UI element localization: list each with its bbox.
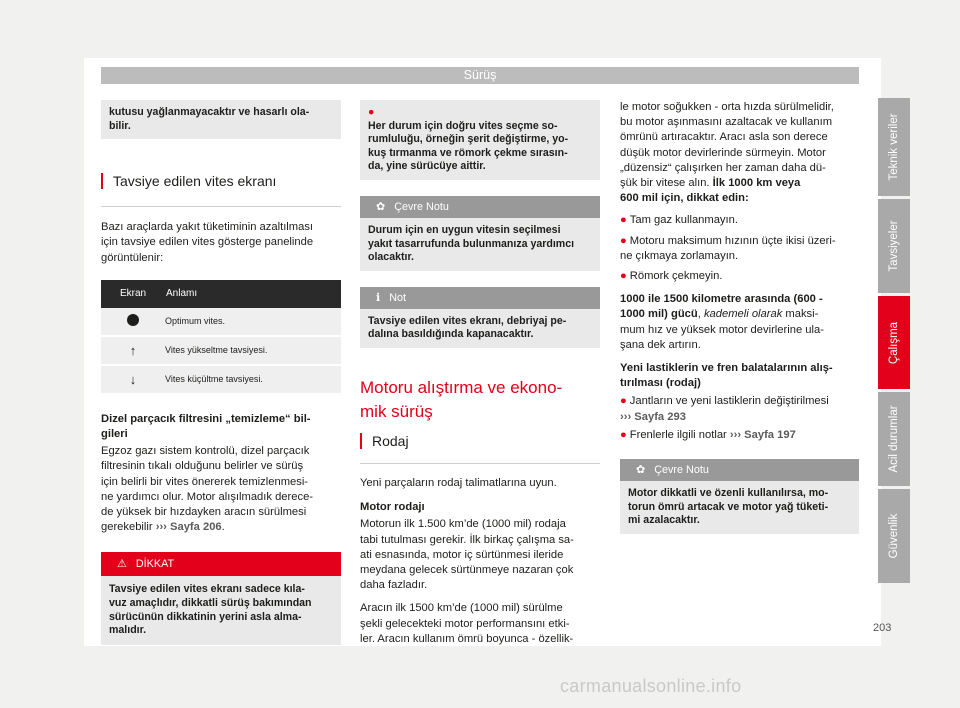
- range-paragraph: 1000 ile 1500 kilometre arasında (600 - 1000 mil) gücü, kademeli olarak maksi- mum hız ve yüksek motor devirlerine ula- şana dek artırın.: [620, 293, 824, 351]
- diesel-heading: Dizel parçacık filtresini „temizleme“ bil- gileri: [101, 412, 311, 440]
- list-item: ● Motoru maksimum hızının üçte ikisi üzeri- ne çıkmaya zorlamayın.: [620, 234, 836, 262]
- section-title-motor-alistirma: Motoru alıştırma ve ekono- mik sürüş: [360, 377, 563, 421]
- arrow-down-icon: ↓: [129, 371, 137, 387]
- tab-calisma[interactable]: Çalışma: [878, 296, 910, 389]
- tab-tavsiyeler[interactable]: Tavsiyeler: [878, 199, 910, 293]
- bullet-icon: ●: [620, 428, 627, 441]
- info-icon: ℹ: [376, 291, 381, 304]
- bullet-icon: ●: [368, 106, 375, 118]
- table-cell-meaning: Optimum vites.: [165, 308, 341, 336]
- table-cell-meaning: Vites küçültme tavsiyesi.: [165, 365, 341, 394]
- filled-circle-icon: [127, 314, 139, 326]
- arrow-up-icon: ↑: [129, 342, 137, 358]
- tab-teknik-veriler[interactable]: Teknik veriler: [878, 98, 910, 196]
- table-header-anlami: Anlamı: [165, 280, 341, 308]
- table-row: [101, 336, 341, 365]
- motor-rodaji-paragraph: Motorun ilk 1.500 km’de (1000 mil) rodaja tabi tutulması gerekir. İlk birkaç çalışma sa- ati esnasında, motor iç sürtünmesi ileride meydana gelecek sürtünmeye nazaran çok daha fazladır.: [360, 518, 574, 592]
- motor-cold-paragraph: le motor soğukken - orta hızda sürülmelidir, bu motor aşınmasını azaltacak ve kullanım ömrünü artıracaktır. Aracı asla son derece düşük motor devirlerinde sürmeyin. Motor „düzensiz“ çalışırken her zaman daha dü- şük bir vitese alın. İlk 1000 km veya 600 mil için, dikkat edin:: [620, 101, 834, 205]
- column-1: [101, 100, 341, 645]
- bullet-icon: ●: [620, 270, 627, 283]
- motor-rodaji-heading: Motor rodajı: [360, 501, 425, 514]
- table-header-ekran: Ekran: [101, 280, 165, 308]
- vites-table: [101, 280, 341, 395]
- list-item: ● Tam gaz kullanmayın.: [620, 214, 738, 227]
- leaf-icon: ✿: [376, 200, 386, 213]
- env-note-title: Çevre Notu: [394, 200, 449, 213]
- intro-box: [101, 100, 341, 139]
- list-item: ● Römork çekmeyin.: [620, 270, 723, 283]
- tab-guvenlik[interactable]: Güvenlik: [878, 489, 910, 583]
- env-note-header: [360, 196, 600, 218]
- subsection-title-rodaj: Rodaj: [360, 433, 600, 449]
- intro-line: bilir.: [109, 119, 131, 132]
- leaf-icon: ✿: [636, 464, 646, 477]
- link-sayfa-197[interactable]: ››› Sayfa 197: [729, 428, 796, 441]
- responsibility-box: ● Her durum için doğru vites seçme so- rumluluğu, örneğin şerit değiştirme, yo- kuş tırmanma ve römork çekme sırasın- da, yine sürücüye aittir.: [360, 100, 600, 180]
- bullet-icon: ●: [620, 395, 627, 408]
- warning-header: [101, 552, 341, 576]
- env-note-body: Durum için en uygun vitesin seçilmesi yakıt tasarrufunda bulunmanıza yardımcı olacaktır.: [360, 218, 600, 271]
- warning-title: DİKKAT: [135, 558, 175, 571]
- note-body: Tavsiye edilen vites ekranı, debriyaj pe- dalına basıldığında kapanacaktır.: [360, 309, 600, 348]
- intro-line: kutusu yağlanmayacaktır ve hasarlı ola-: [109, 106, 310, 118]
- note-header: [360, 287, 600, 309]
- warning-icon: ⚠: [117, 558, 127, 571]
- table-cell-meaning: Vites yükseltme tavsiyesi.: [165, 336, 341, 365]
- section-title-vites-ekrani: Tavsiye edilen vites ekranı: [101, 173, 341, 189]
- diesel-paragraph: Egzoz gazı sistem kontrolü, dizel parçacık filtresinin tıkalı olduğunu belirler ve sürüş için belirli bir vites önererek temizlenmesi- ne yardımcı olur. Motor alışılmadık derece- de yüksek bir hızdayken aracın sürülmesi gerekebilir ››› Sayfa 206.: [101, 445, 314, 534]
- column-2: [360, 100, 600, 647]
- bullet-icon: ●: [620, 234, 627, 247]
- bullet-icon: ●: [620, 214, 627, 227]
- column-3: [620, 100, 859, 534]
- note-title: Not: [389, 291, 406, 304]
- env-note-body: Motor dikkatli ve özenli kullanılırsa, mo- torun ömrü artacak ve motor yağ tüketi- mi azalacaktır.: [620, 481, 859, 534]
- section-divider: [360, 463, 600, 464]
- tab-acil-durumlar[interactable]: Acil durumlar: [878, 392, 910, 486]
- motor-performance-paragraph: Aracın ilk 1500 km’de (1000 mil) sürülme şekli gelecekteki motor performansını etki- ler. Aracın kullanım ömrü boyunca - özellik-: [360, 602, 574, 645]
- page-number: 203: [873, 622, 892, 634]
- list-item: ● Frenlerle ilgili notlar ››› Sayfa 197: [620, 428, 796, 441]
- page-header: Sürüş: [101, 67, 859, 84]
- vites-paragraph: Bazı araçlarda yakıt tüketiminin azaltılması için tavsiye edilen vites gösterge panelinde görüntülenir:: [101, 221, 314, 264]
- rodaj-paragraph: Yeni parçaların rodaj talimatlarına uyun.: [360, 476, 557, 489]
- link-sayfa-206[interactable]: ››› Sayfa 206: [155, 521, 222, 534]
- env-note-header: [620, 459, 859, 481]
- list-item: ● Jantların ve yeni lastiklerin değiştirilmesi ››› Sayfa 293: [620, 395, 829, 423]
- link-sayfa-293[interactable]: ››› Sayfa 293: [620, 410, 686, 423]
- section-divider: [101, 206, 341, 207]
- warning-body: Tavsiye edilen vites ekranı sadece kıla- vuz amaçlıdır, dikkatli sürüş bakımından sürücünün dikkatinin yerini asla alma- malıdır.: [101, 576, 341, 644]
- table-header-row: [101, 280, 341, 308]
- table-row: [101, 365, 341, 394]
- tires-heading: Yeni lastiklerin ve fren balatalarının alış- tırılması (rodaj): [620, 362, 833, 390]
- watermark: carmanualsonline.info: [560, 676, 742, 696]
- table-row: [101, 308, 341, 336]
- env-note-title: Çevre Notu: [654, 464, 709, 477]
